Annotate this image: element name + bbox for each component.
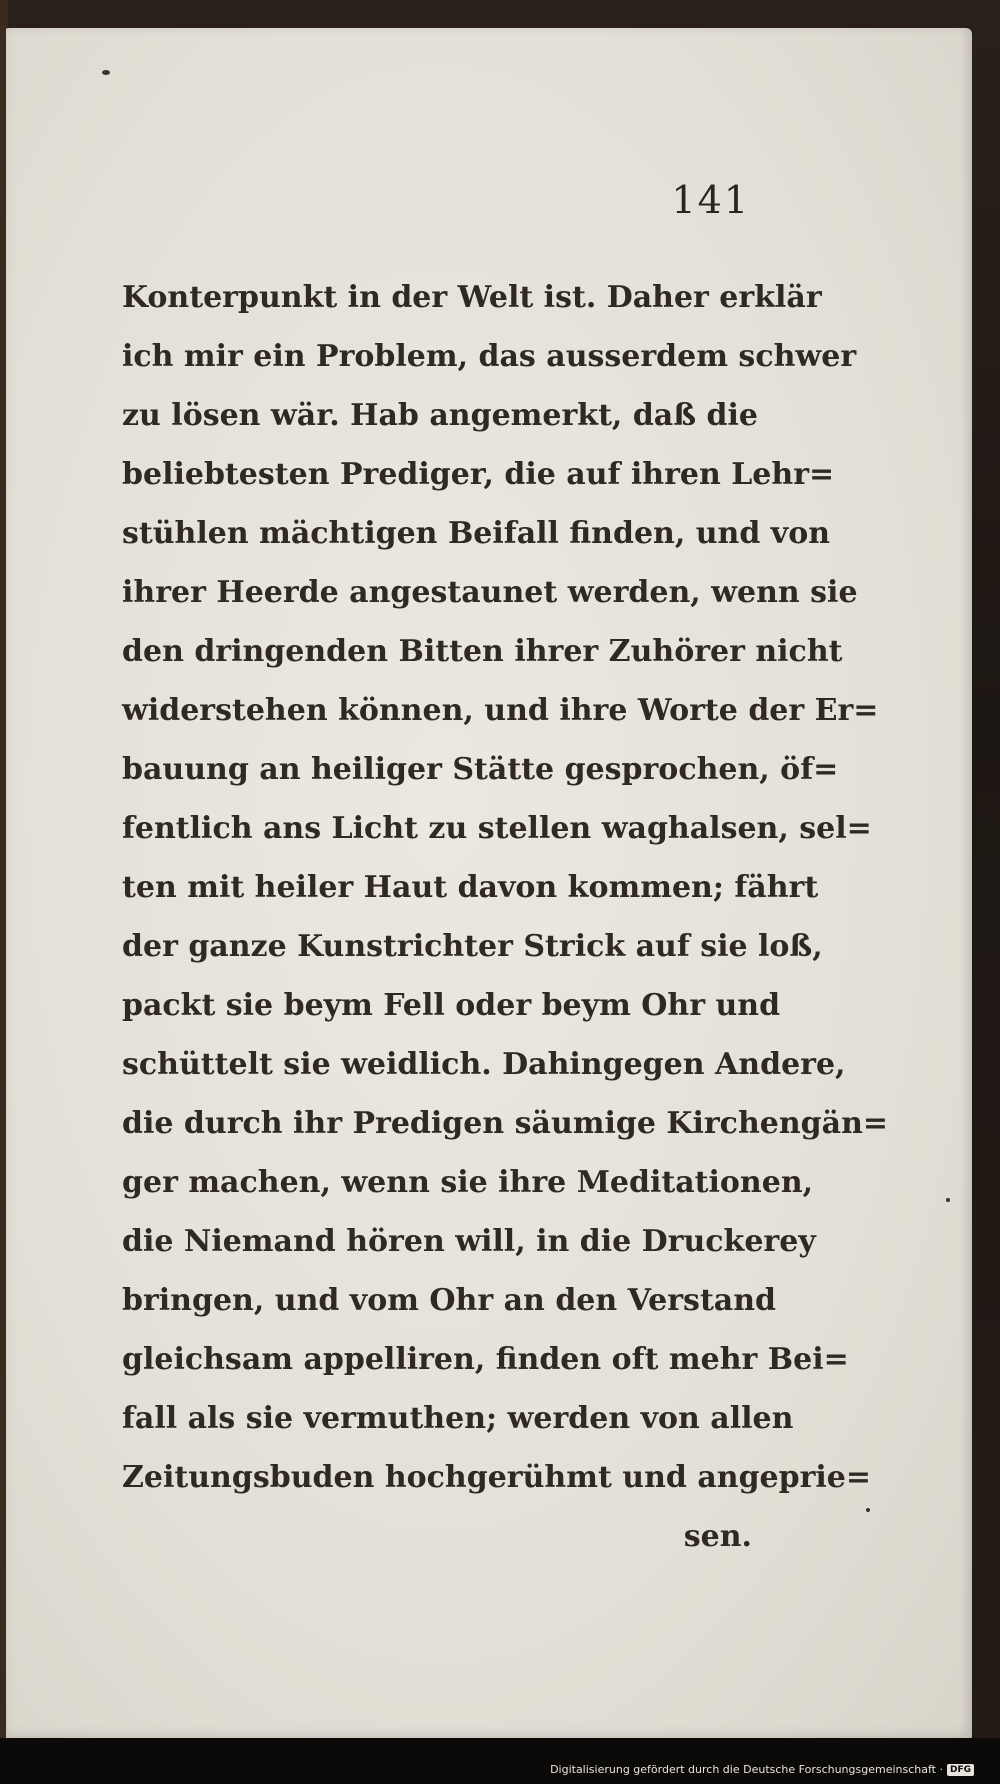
credit-text: Digitalisierung gefördert durch die Deutsche Forschungsgemeinschaft ·	[550, 1763, 943, 1776]
text-line: der ganze Kunstrichter Strick auf sie loß,	[122, 929, 823, 964]
text-line: die Niemand hören will, in die Druckerey	[122, 1224, 816, 1259]
text-line: ich mir ein Problem, das ausserdem schwer	[122, 339, 857, 374]
text-line: zu lösen wär. Hab angemerkt, daß die	[122, 398, 758, 433]
text-line: fall als sie vermuthen; werden von allen	[122, 1401, 794, 1436]
ink-speck	[102, 70, 110, 75]
text-line: widerstehen können, und ihre Worte der Er=	[122, 693, 879, 728]
text-line-final: sen.	[683, 1519, 752, 1554]
scan-bottom-band	[0, 1738, 1000, 1784]
text-line: schüttelt sie weidlich. Dahingegen Andere,	[122, 1047, 846, 1082]
book-page	[6, 28, 972, 1740]
ink-speck	[946, 1198, 950, 1202]
text-line: ger machen, wenn sie ihre Meditationen,	[122, 1165, 814, 1200]
text-line: bringen, und vom Ohr an den Verstand	[122, 1283, 777, 1318]
text-line: ihrer Heerde angestaunet werden, wenn sie	[122, 575, 858, 610]
text-line: packt sie beym Fell oder beym Ohr und	[122, 988, 781, 1023]
text-line: Zeitungsbuden hochgerühmt und angeprie=	[122, 1460, 872, 1495]
digitization-credit	[550, 1763, 974, 1776]
text-line: Konterpunkt in der Welt ist. Daher erklär	[122, 280, 822, 315]
text-line: bauung an heiliger Stätte gesprochen, öf=	[122, 752, 839, 787]
text-line: die durch ihr Predigen säumige Kirchengän=	[122, 1106, 889, 1141]
text-line: beliebtesten Prediger, die auf ihren Lehr=	[122, 457, 835, 492]
text-line: gleichsam appelliren, finden oft mehr Bei=	[122, 1342, 849, 1377]
body-text	[122, 268, 889, 1566]
text-line: stühlen mächtigen Beifall finden, und von	[122, 516, 831, 551]
dfg-logo-icon: DFG	[947, 1764, 974, 1776]
text-line: ten mit heiler Haut davon kommen; fährt	[122, 870, 819, 905]
page-number: 141	[671, 178, 750, 222]
text-line: fentlich ans Licht zu stellen waghalsen, sel=	[122, 811, 872, 846]
text-line: den dringenden Bitten ihrer Zuhörer nicht	[122, 634, 843, 669]
ink-speck	[866, 1508, 870, 1512]
